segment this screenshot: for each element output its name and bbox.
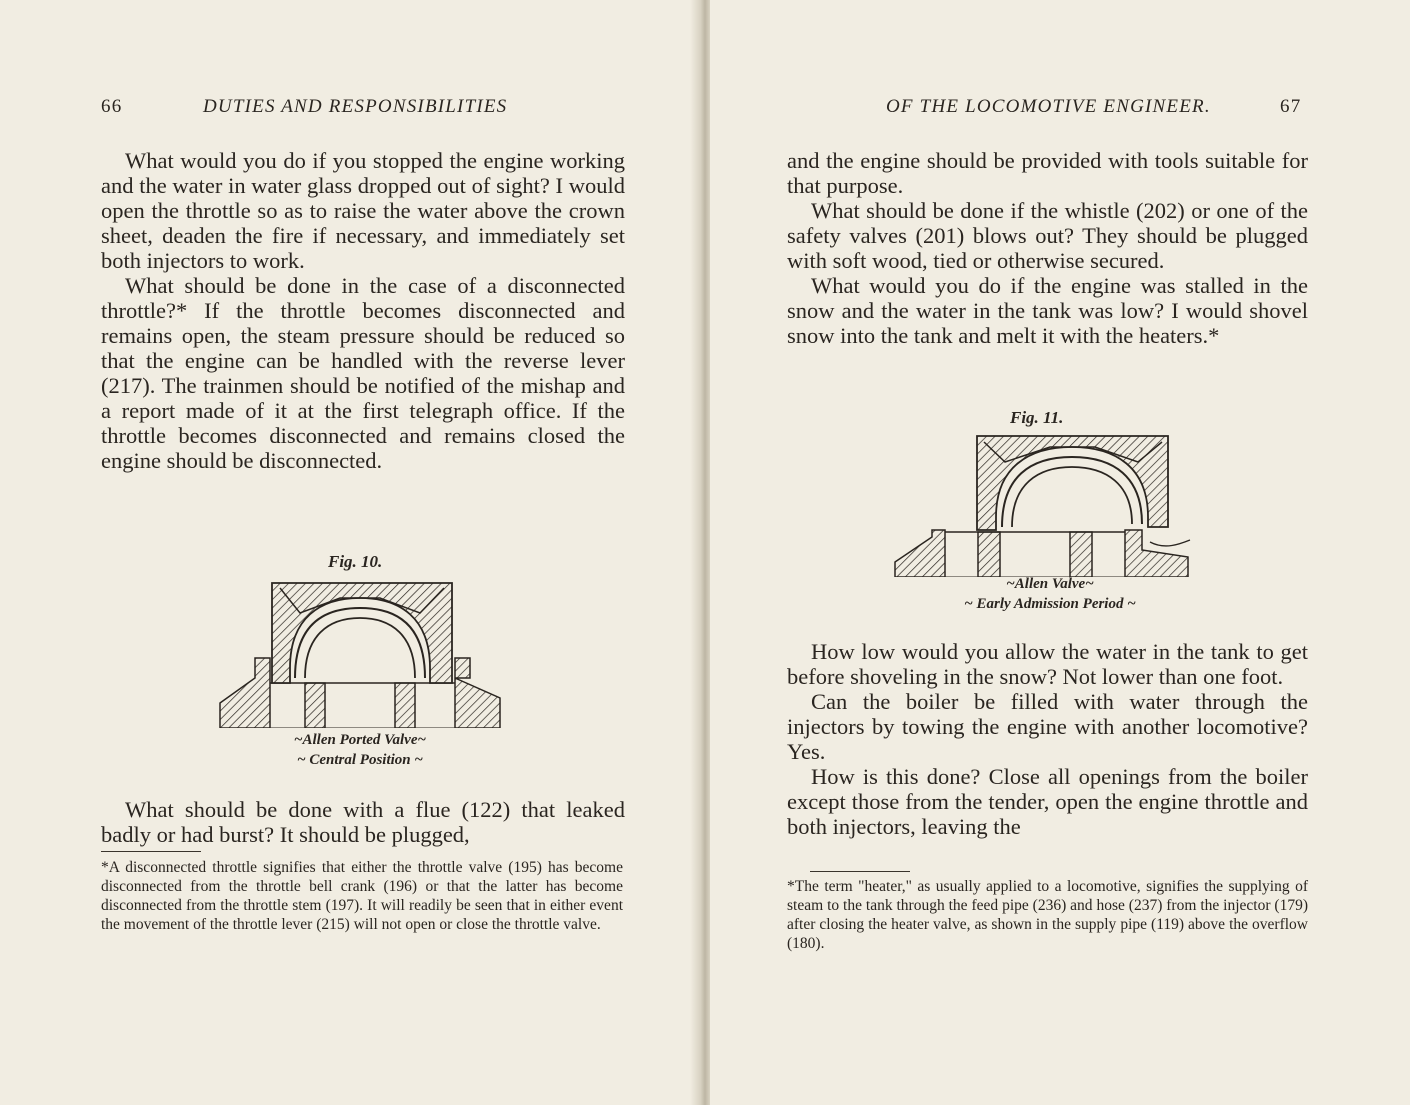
right-body-bottom [787,639,1308,839]
left-body-bottom [101,797,625,847]
allen-ported-valve-drawing [200,578,520,728]
figure-11-caption-line-1: ~Allen Valve~ [1006,576,1094,592]
figure-11 [880,408,1220,618]
left-running-head: DUTIES AND RESPONSIBILITIES [203,96,508,117]
right-continuation: and the engine should be provided with tools suitable for that purpose. [787,148,1308,198]
right-paragraph-2: What would you do if the engine was stalled in the snow and the water in the tank was low? I would shovel snow into the tank and melt it with the heaters.* [787,273,1308,348]
right-body-top [787,148,1308,348]
figure-11-label: Fig. 11. [1010,408,1064,427]
left-page [0,0,700,1105]
left-footnote-rule [101,851,201,852]
left-paragraph-2: What should be done in the case of a disconnected throttle?* If the throttle becomes disconnected and remains open, the steam pressure should be reduced so that the engine can be handled with the reverse lever (217). The trainmen should be notified of the mishap and a report made of it at the first telegraph office. If the throttle becomes disconnected and remains closed the engine should be disconnected. [101,273,625,473]
figure-10-label: Fig. 10. [328,552,383,571]
figure-10-caption-line-1: ~Allen Ported Valve~ [293,732,427,748]
right-running-head: OF THE LOCOMOTIVE ENGINEER. [886,96,1211,117]
figure-11-caption-line-2: ~ Early Admission Period ~ [964,596,1136,612]
right-page [710,0,1410,1105]
right-paragraph-4: Can the boiler be filled with water through the injectors by towing the engine with another locomotive? Yes. [787,689,1308,764]
left-body-top [101,148,625,473]
allen-valve-drawing [880,432,1220,577]
figure-10 [200,552,520,772]
left-paragraph-1: What would you do if you stopped the engine working and the water in water glass dropped out of sight? I would open the throttle so as to raise the water above the crown sheet, deaden the fire if necessary, and immediately set both injectors to work. [101,148,625,273]
right-page-number: 67 [1280,96,1302,117]
figure-10-caption-line-2: ~ Central Position ~ [297,752,423,768]
right-paragraph-1: What should be done if the whistle (202) or one of the safety valves (201) blows out? They should be plugged with soft wood, tied or otherwise secured. [787,198,1308,273]
left-paragraph-3: What should be done with a flue (122) that leaked badly or had burst? It should be plugged, [101,797,625,847]
left-page-number: 66 [101,96,123,117]
left-footnote: *A disconnected throttle signifies that either the throttle valve (195) has become disconnected from the throttle bell crank (196) or that the latter has become disconnected from the throttle stem (197). It will readily be seen that in either event the movement of the throttle lever (215) will not open or close the throttle valve. [101,859,623,933]
right-footnote-rule [810,871,910,872]
right-footnote: *The term "heater," as usually applied to a locomotive, signifies the supplying of steam to the tank through the feed pipe (236) and hose (237) from the injector (179) after closing the heater valve, as shown in the supply pipe (119) above the overflow (180). [787,878,1308,952]
right-paragraph-3: How low would you allow the water in the tank to get before shoveling in the snow? Not lower than one foot. [787,639,1308,689]
right-paragraph-5: How is this done? Close all openings from the boiler except those from the tender, open the engine throttle and both injectors, leaving the [787,764,1308,839]
